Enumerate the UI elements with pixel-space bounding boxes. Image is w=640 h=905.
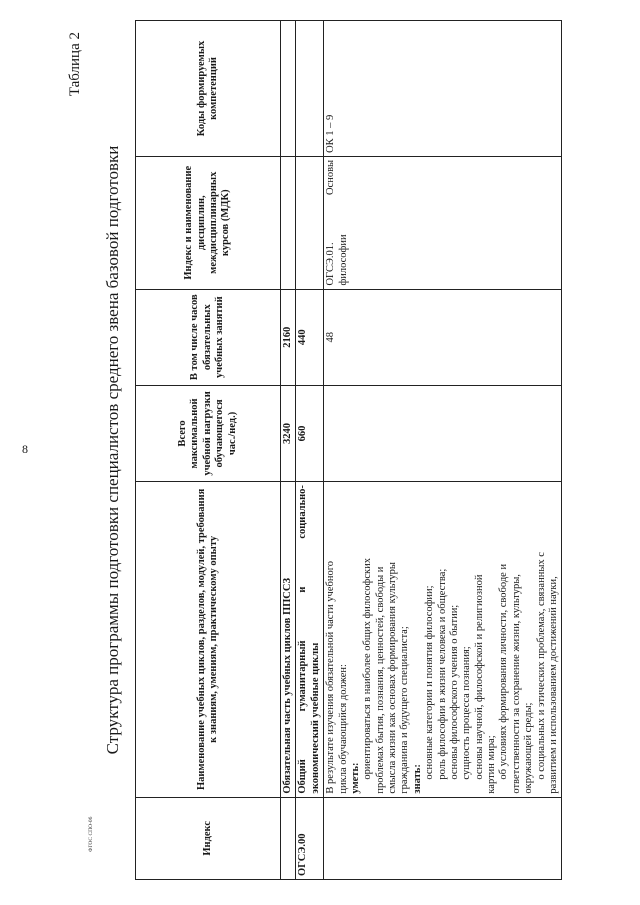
header-index: Индекс [136,797,281,879]
page-title: Структура программы подготовки специалистов среднего звена базовой подготовки [103,145,122,755]
rotated-page [55,20,600,880]
desc-line: о социальных и этических проблемах, связанных с [535,552,547,780]
desc-line: основы философского учения о бытии; [448,604,460,780]
structure-table [135,20,562,880]
cycle-row [296,21,324,880]
desc-line: роль философии в жизни человека и общества; [436,568,448,780]
mandatory-row [281,21,296,880]
header-classes: В том числе часов обязательных учебных занятий [136,289,281,385]
discipline-description [324,482,562,798]
cycle-name [296,482,324,798]
discipline-competencies: ОК 1 – 9 [324,21,562,157]
mandatory-total: 3240 [281,385,296,481]
desc-line: цикла обучающийся должен: [337,664,349,794]
desc-line: картин мира; [486,735,497,794]
desc-line: В результате изучения обязательной части учебного [325,561,337,794]
discipline-total-empty [324,385,562,481]
discipline-index: ОГСЭ.01. [325,242,337,286]
desc-line: ориентироваться в наиболее общих философских [362,558,374,780]
cycle-index: ОГСЭ.00 [296,797,324,879]
discipline-name [324,156,562,289]
desc-line: уметь: [349,762,361,794]
desc-line: знать: [411,764,423,794]
cycle-name-part: и [297,586,309,593]
desc-line: гражданина и будущего специалиста; [399,626,411,794]
header-competencies: Коды формируемых компетенций [136,21,281,157]
discipline-hours: 48 [324,289,562,385]
table-caption: Таблица 2 [67,32,83,97]
desc-line: основы научной, философской и религиозной [473,574,485,780]
discipline-name-word: Основы [325,159,337,196]
desc-line: смысла жизни как основах формирования культуры [387,562,398,794]
discipline-name-rest: философии [337,234,349,286]
mandatory-classes: 2160 [281,289,296,385]
cycle-discipline [296,156,324,289]
cycle-name-part: Общий [297,759,309,794]
desc-line: окружающей среды; [523,702,535,794]
cycle-competencies [296,21,324,157]
desc-line: об условиях формирования личности, свободе и [498,563,510,780]
desc-line: ответственности за сохранение жизни, культуры, [510,574,522,794]
mandatory-discipline [281,156,296,289]
header-row [136,21,281,880]
desc-line: развитием и использованием достижений науки, [547,576,559,794]
header-discipline: Индекс и наименование дисциплин, междисциплинарных курсов (МДК) [136,156,281,289]
cycle-name-part: экономический учебные циклы [309,642,321,794]
discipline-index-empty [324,797,562,879]
mandatory-index [281,797,296,879]
desc-line: сущность процесса познания; [461,646,473,780]
desc-line: проблемах бытия, познания, ценностей, свободы и [374,566,386,794]
mandatory-label: Обязательная часть учебных циклов ППССЗ [281,482,296,798]
mandatory-competencies [281,21,296,157]
cycle-name-part: гуманитарный [297,640,309,712]
cycle-name-part: социально- [297,485,309,539]
header-total: Всего максимальной учебной нагрузки обучающегося час./нед.) [136,385,281,481]
discipline-row [324,21,562,880]
header-name: Наименование учебных циклов, разделов, модулей, требования к знаниям, умениям, практическому опыту [136,482,281,798]
desc-line: основные категории и понятия философии; [424,585,436,780]
cycle-total: 660 [296,385,324,481]
page-number: 8 [22,442,28,456]
footer-code: ФГОС СПО-06 [88,816,94,852]
cycle-classes: 440 [296,289,324,385]
